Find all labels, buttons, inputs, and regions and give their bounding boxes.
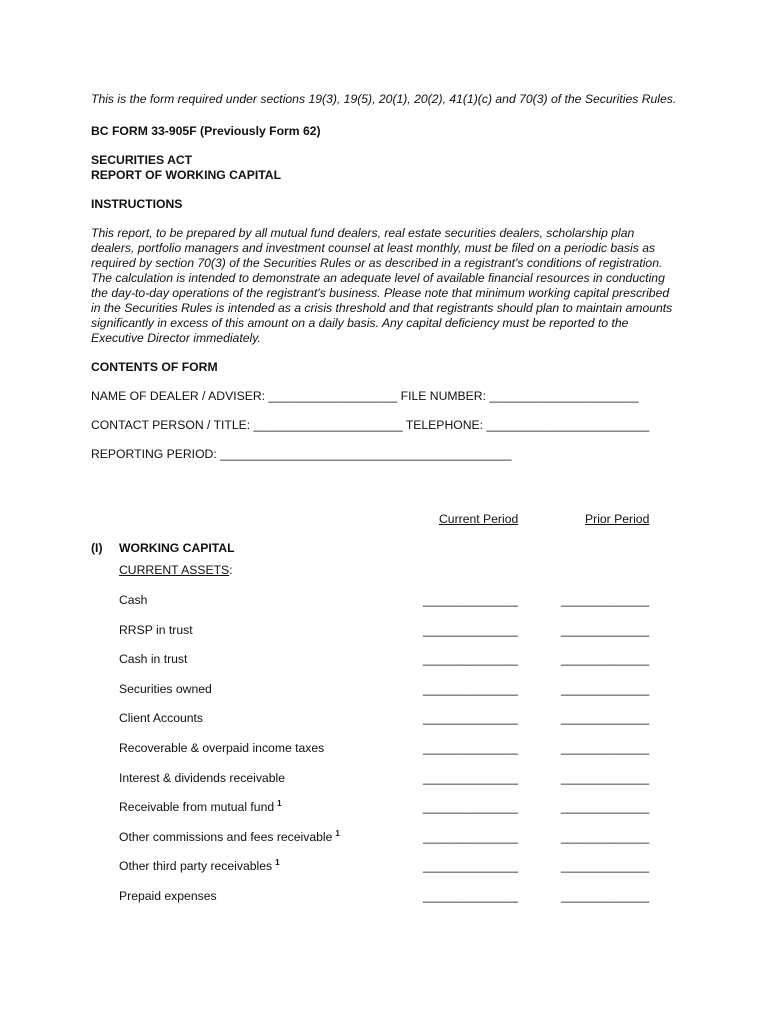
row-label-text: Cash in trust bbox=[119, 652, 188, 667]
instructions-text: This report, to be prepared by all mutual fund dealers, real estate securities dealers, scholarship plan dealers, portfolio managers and investment counsel at least monthly, must be filed on a periodic basis as required by section 70(3) of the Securities Rules or as described in a registrant's conditions of registration. The calculation is intended to demonstrate an adequate level of available financial resources in conducting the day-to-day operations of the registrant's business. Please note that minimum working capital prescribed in the Securities Rules is intended as a crisis threshold and that registrants should plan to maintain amounts significantly in excess of this amount on a daily basis. Any capital deficiency must be reported to the Executive Director immediately. bbox=[91, 226, 673, 345]
row-label-text: Client Accounts bbox=[119, 711, 204, 726]
current-period-field[interactable]: ______________ bbox=[423, 593, 518, 607]
table-row bbox=[91, 593, 681, 623]
prior-period-field[interactable]: _____________ bbox=[561, 681, 650, 696]
current-period-field[interactable]: ______________ bbox=[423, 888, 518, 903]
asset-rows bbox=[91, 593, 681, 919]
telephone-label: TELEPHONE: bbox=[405, 418, 484, 432]
current-period-field[interactable]: ______________ bbox=[423, 740, 518, 755]
current-assets-label: CURRENT ASSETS bbox=[119, 563, 230, 577]
footnote-marker: 1 bbox=[277, 799, 282, 809]
prior-period-field[interactable]: _____________ bbox=[561, 770, 650, 785]
table-row bbox=[91, 711, 681, 741]
contents-heading: CONTENTS OF FORM bbox=[91, 360, 218, 374]
intro-text: This is the form required under sections 19(3), 19(5), 20(1), 20(2), 41(1)(c) and 70(3) of the Securities Rules. bbox=[91, 92, 677, 106]
column-headers bbox=[91, 512, 681, 528]
row-label-text: Other third party receivables bbox=[119, 859, 273, 874]
row-label bbox=[119, 652, 187, 667]
current-assets-colon: : bbox=[229, 563, 233, 577]
table-row bbox=[91, 741, 681, 771]
row-label bbox=[119, 682, 212, 697]
telephone-field[interactable]: ________________________ bbox=[486, 418, 650, 432]
dealer-field[interactable]: ___________________ bbox=[268, 389, 398, 403]
table-row bbox=[91, 889, 681, 919]
prior-period-field[interactable]: _____________ bbox=[561, 859, 650, 874]
row-label bbox=[119, 830, 340, 845]
prior-period-field[interactable]: _____________ bbox=[561, 652, 650, 667]
table-row bbox=[91, 623, 681, 653]
dealer-label: NAME OF DEALER / ADVISER: bbox=[91, 389, 266, 403]
table-row bbox=[91, 859, 681, 889]
row-label bbox=[119, 593, 147, 608]
row-label-text: Cash bbox=[119, 593, 148, 607]
file-number-field[interactable]: ______________________ bbox=[489, 389, 639, 403]
prior-period-header: Prior Period bbox=[585, 512, 650, 526]
current-assets-heading bbox=[119, 563, 233, 578]
prior-period-field[interactable]: _____________ bbox=[561, 800, 650, 815]
row-label bbox=[119, 711, 203, 726]
prior-period-field[interactable]: _____________ bbox=[561, 888, 650, 903]
row-label bbox=[119, 800, 282, 815]
prior-period-field[interactable]: _____________ bbox=[561, 593, 650, 607]
current-period-field[interactable]: ______________ bbox=[423, 800, 518, 815]
table-row bbox=[91, 830, 681, 860]
row-label bbox=[119, 623, 193, 638]
row-label bbox=[119, 771, 285, 786]
form-number: BC FORM 33-905F (Previously Form 62) bbox=[91, 124, 321, 138]
row-label bbox=[119, 889, 217, 904]
reporting-period-line bbox=[91, 447, 681, 462]
current-period-field[interactable]: ______________ bbox=[423, 859, 518, 874]
prior-period-field[interactable]: _____________ bbox=[561, 829, 650, 844]
row-label-text: Prepaid expenses bbox=[119, 888, 217, 903]
prior-period-field[interactable]: _____________ bbox=[561, 740, 650, 755]
prior-period-field[interactable]: _____________ bbox=[561, 711, 650, 726]
dealer-file-line bbox=[91, 389, 681, 404]
section-number: (I) bbox=[91, 541, 103, 555]
row-label-text: Receivable from mutual fund bbox=[119, 800, 275, 815]
contact-field[interactable]: ______________________ bbox=[253, 418, 403, 432]
footnote-marker: 1 bbox=[275, 858, 280, 868]
row-label bbox=[119, 741, 324, 756]
row-label-text: Interest & dividends receivable bbox=[119, 770, 285, 785]
contact-telephone-line bbox=[91, 418, 681, 433]
form-title-block bbox=[91, 153, 681, 183]
contact-label: CONTACT PERSON / TITLE: bbox=[91, 418, 251, 432]
reporting-period-field[interactable]: ___________________________________________ bbox=[220, 447, 512, 461]
current-period-field[interactable]: ______________ bbox=[423, 652, 518, 667]
current-period-header: Current Period bbox=[439, 512, 519, 526]
row-label-text: RRSP in trust bbox=[119, 622, 193, 637]
row-label-text: Other commissions and fees receivable bbox=[119, 829, 333, 844]
table-row bbox=[91, 652, 681, 682]
reporting-period-label: REPORTING PERIOD: bbox=[91, 447, 217, 461]
prior-period-field[interactable]: _____________ bbox=[561, 622, 650, 637]
current-period-field[interactable]: ______________ bbox=[423, 711, 518, 726]
table-row bbox=[91, 800, 681, 830]
section-title: WORKING CAPITAL bbox=[119, 541, 235, 555]
current-period-field[interactable]: ______________ bbox=[423, 829, 518, 844]
row-label-text: Recoverable & overpaid income taxes bbox=[119, 740, 325, 755]
footnote-marker: 1 bbox=[335, 828, 340, 838]
instructions-heading: INSTRUCTIONS bbox=[91, 197, 183, 211]
current-period-field[interactable]: ______________ bbox=[423, 770, 518, 785]
row-label-text: Securities owned bbox=[119, 681, 212, 696]
file-number-label: FILE NUMBER: bbox=[400, 389, 486, 403]
report-title: REPORT OF WORKING CAPITAL bbox=[91, 168, 282, 182]
act-title: SECURITIES ACT bbox=[91, 153, 193, 167]
row-label bbox=[119, 859, 280, 874]
form-page bbox=[91, 92, 681, 903]
table-row bbox=[91, 771, 681, 801]
current-period-field[interactable]: ______________ bbox=[423, 622, 518, 637]
table-row bbox=[91, 682, 681, 712]
current-period-field[interactable]: ______________ bbox=[423, 681, 518, 696]
